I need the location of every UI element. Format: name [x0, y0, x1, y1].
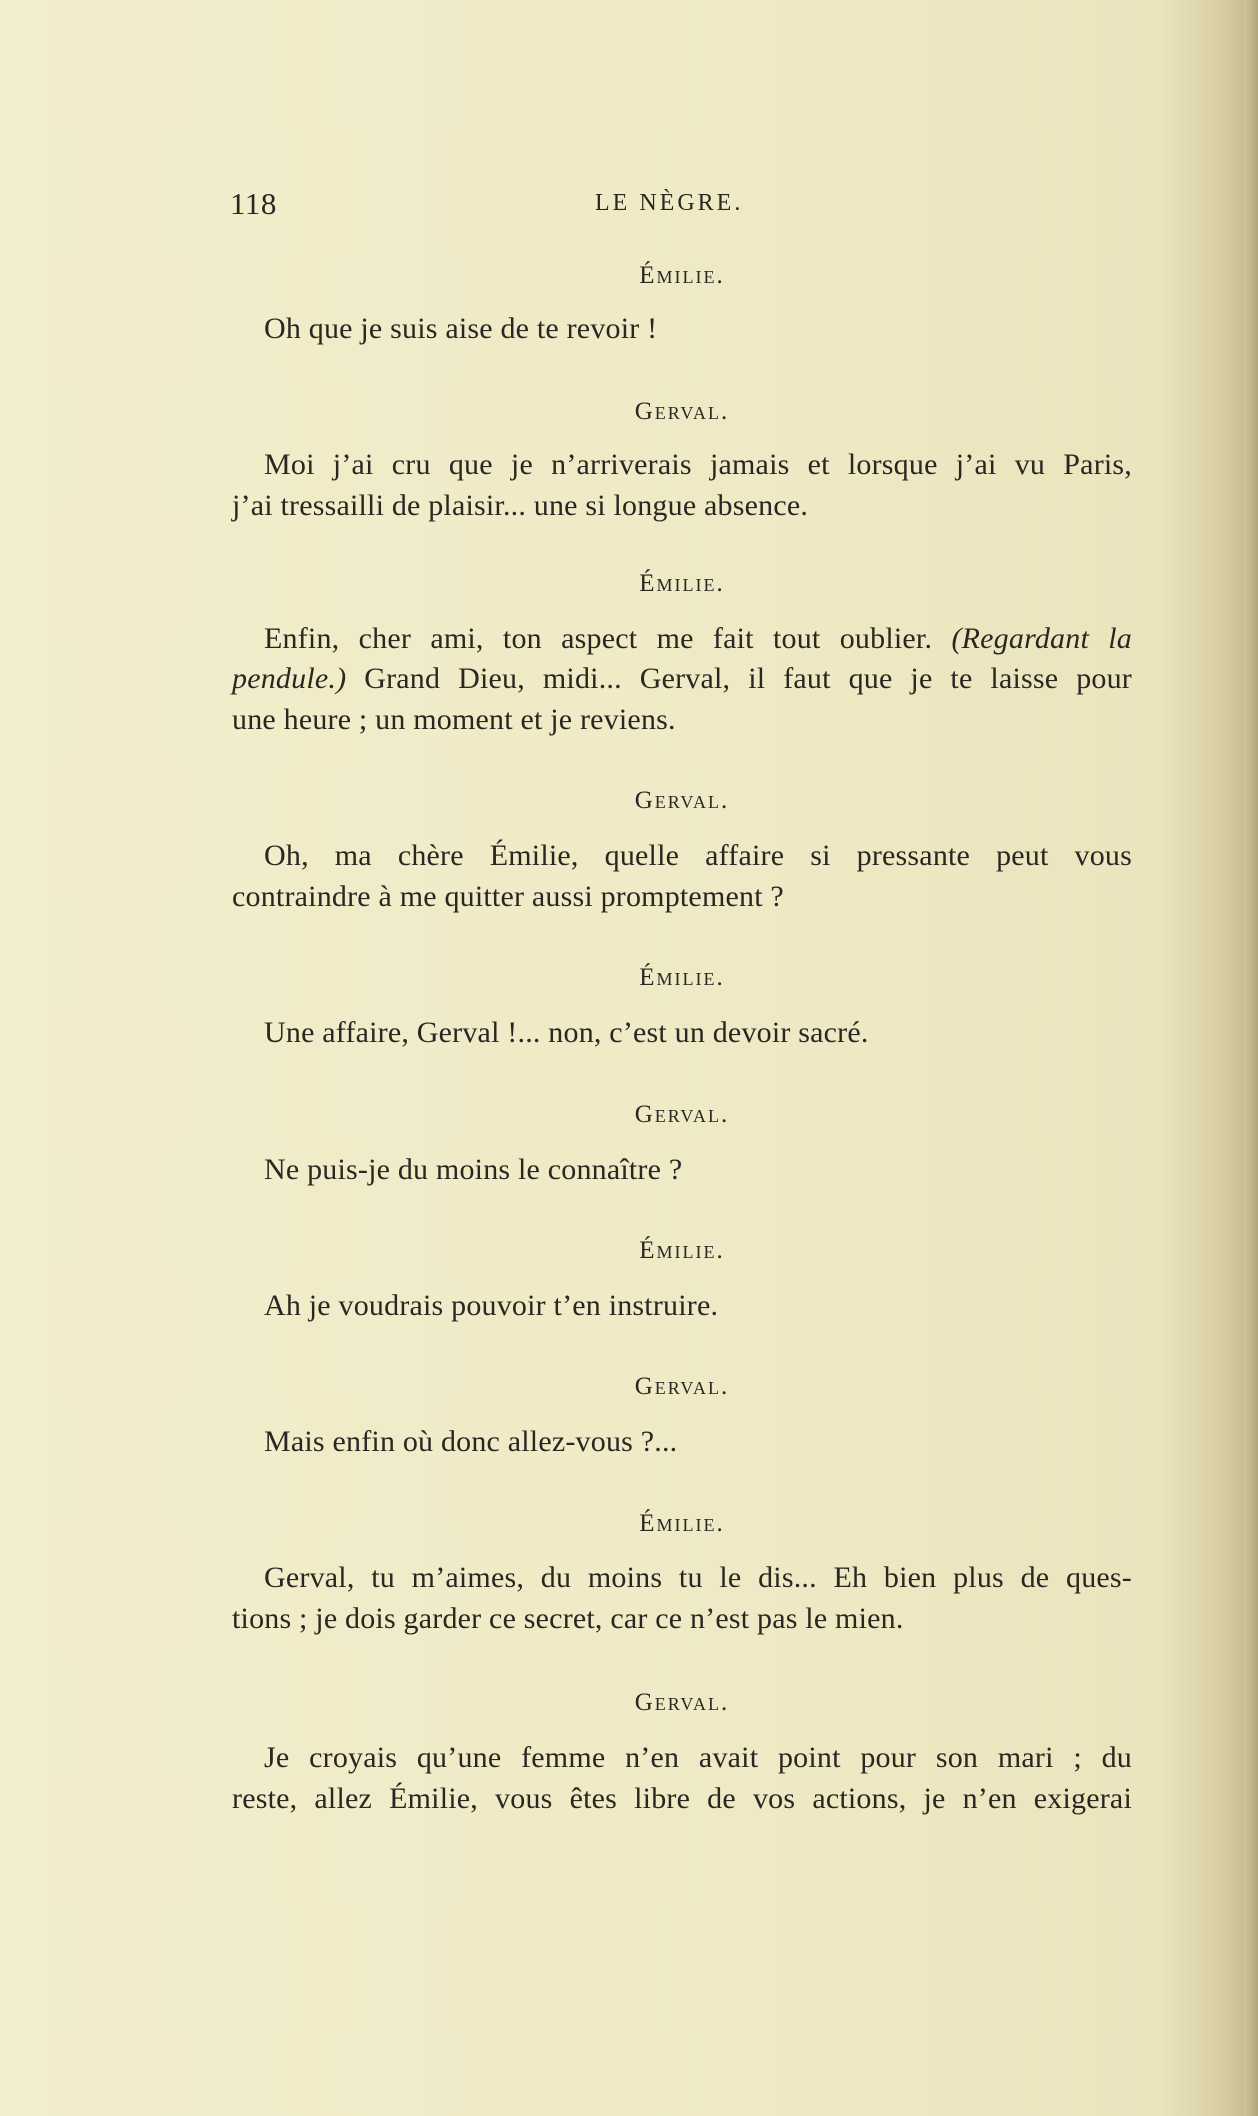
text-line: Oh, ma chère Émilie, quelle affaire si pressante peut vous — [264, 839, 1132, 872]
text-span: Enfin, cher ami, ton aspect me fait tout oublier. — [264, 622, 933, 655]
text-line: contraindre à me quitter aussi promptement ? — [232, 880, 784, 913]
page-header — [230, 186, 1130, 226]
text-line: tions ; je dois garder ce secret, car ce n’est pas le mien. — [232, 1602, 904, 1635]
text-line: reste, allez Émilie, vous êtes libre de vos actions, je n’en exigerai — [232, 1782, 1132, 1815]
speaker-name: Gerval. — [634, 1373, 730, 1400]
speaker-name: Émilie. — [639, 1510, 725, 1537]
text-line: Ah je voudrais pouvoir t’en instruire. — [264, 1289, 719, 1322]
speaker-name: Émilie. — [639, 570, 725, 597]
speaker-name: Émilie. — [639, 964, 725, 991]
text-span: Grand Dieu, midi... Gerval, il faut que je te laisse pour — [364, 662, 1132, 695]
stage-direction: (Regardant la — [951, 622, 1133, 655]
speaker-name: Émilie. — [639, 262, 725, 289]
speaker-name: Émilie. — [639, 1237, 725, 1264]
text-line — [232, 662, 1132, 696]
page-number: 118 — [230, 186, 277, 221]
speaker-name: Gerval. — [634, 398, 730, 425]
text-line: une heure ; un moment et je reviens. — [232, 703, 676, 736]
text-line — [232, 622, 1132, 656]
text-line: Moi j’ai cru que je n’arriverais jamais et lorsque j’ai vu Paris, — [264, 448, 1132, 481]
speaker-name: Gerval. — [634, 1101, 730, 1128]
text-line: j’ai tressailli de plaisir... une si longue absence. — [232, 489, 809, 522]
running-head: LE NÈGRE. — [595, 190, 744, 216]
text-line: Oh que je suis aise de te revoir ! — [264, 312, 658, 345]
speaker-name: Gerval. — [634, 787, 730, 814]
stage-direction: pendule.) — [232, 662, 347, 695]
speaker-name: Gerval. — [634, 1689, 730, 1716]
text-line: Une affaire, Gerval !... non, c’est un devoir sacré. — [264, 1016, 869, 1049]
page-edge-shadow — [1244, 0, 1258, 2116]
text-line: Mais enfin où donc allez-vous ?... — [264, 1425, 678, 1458]
text-line: Je croyais qu’une femme n’en avait point pour son mari ; du — [264, 1741, 1132, 1774]
text-line: Ne puis-je du moins le connaître ? — [264, 1153, 683, 1186]
text-line: Gerval, tu m’aimes, du moins tu le dis... Eh bien plus de ques- — [264, 1561, 1132, 1594]
